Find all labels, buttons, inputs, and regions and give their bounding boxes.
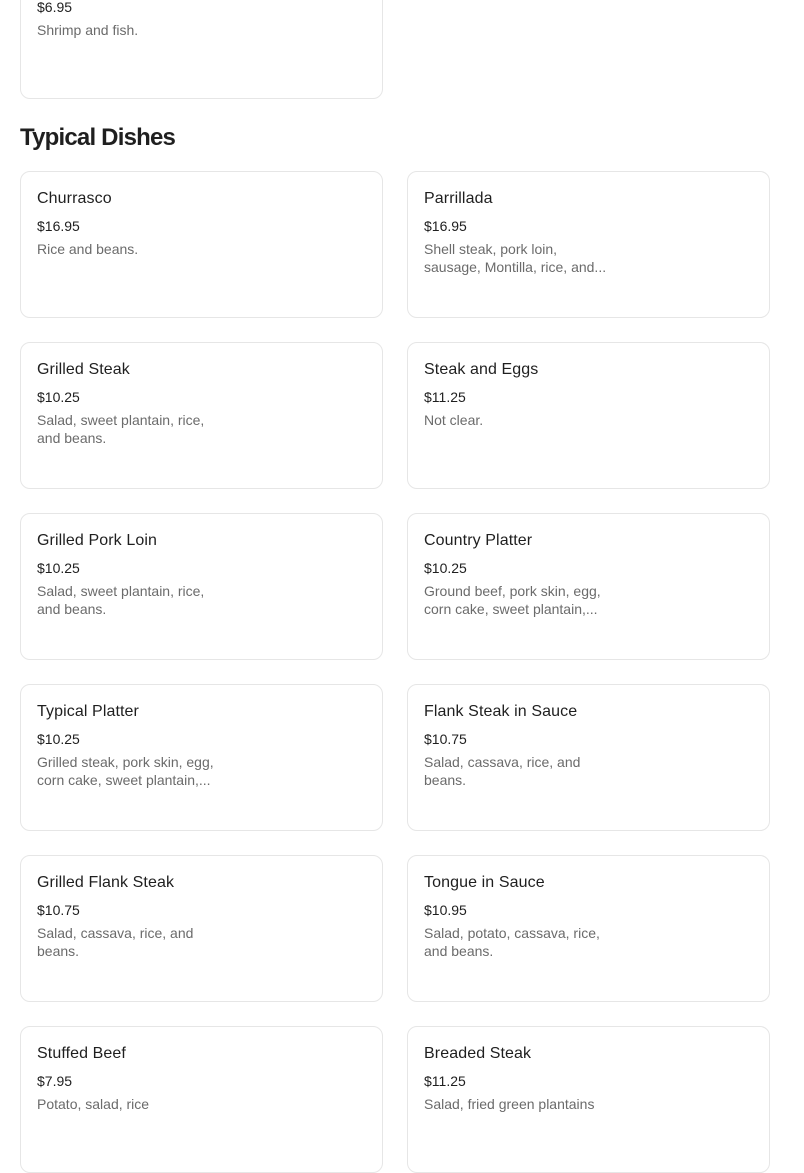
menu-item-description: Grilled steak, pork skin, egg, corn cake, sweet plantain,... — [37, 754, 214, 788]
menu-item-name: Flank Steak in Sauce — [424, 703, 578, 720]
menu-item-name: Churrasco — [37, 190, 112, 207]
menu-item-card[interactable] — [407, 1026, 770, 1173]
menu-item-description: Salad, sweet plantain, rice, and beans. — [37, 583, 205, 617]
menu-item-price: $11.25 — [424, 389, 466, 405]
menu-item-name: Parrillada — [424, 190, 493, 207]
menu-item-name: Tongue in Sauce — [424, 874, 545, 891]
menu-item-description: Shrimp and fish. — [37, 22, 139, 38]
menu-item-description: Rice and beans. — [37, 241, 139, 257]
menu-item-name: Breaded Steak — [424, 1045, 532, 1062]
menu-item-card[interactable] — [20, 171, 383, 318]
menu-item-name: Grilled Pork Loin — [37, 532, 157, 549]
menu-item-price: $16.95 — [424, 218, 467, 234]
menu-item-description: Salad, sweet plantain, rice, and beans. — [37, 412, 205, 446]
menu-item-card[interactable] — [20, 855, 383, 1002]
menu-item-card[interactable] — [407, 171, 770, 318]
menu-item-price: $10.75 — [37, 902, 80, 918]
menu-item-name: Typical Platter — [37, 703, 139, 720]
menu-item-description: Shell steak, pork loin, sausage, Montilla, rice, and... — [424, 241, 607, 275]
menu-item-name: Stuffed Beef — [37, 1045, 126, 1062]
menu-item-price: $7.95 — [37, 1073, 73, 1089]
menu-item-description: Salad, fried green plantains — [424, 1096, 595, 1112]
menu-item-price: $10.25 — [37, 560, 80, 576]
menu-item-name: Steak and Eggs — [424, 361, 539, 378]
menu-item-price: $10.25 — [37, 731, 80, 747]
menu-item-card[interactable] — [20, 0, 383, 99]
menu-item-name: Grilled Flank Steak — [37, 874, 175, 891]
menu-item-card[interactable] — [20, 684, 383, 831]
menu-item-description: Potato, salad, rice — [37, 1096, 150, 1112]
menu-item-name: Country Platter — [424, 532, 533, 549]
menu-item-description: Not clear. — [424, 412, 484, 428]
menu-item-price: $10.75 — [424, 731, 467, 747]
menu-item-description: Salad, cassava, rice, and beans. — [37, 925, 194, 959]
menu-item-price: $10.25 — [424, 560, 467, 576]
menu-item-card[interactable] — [407, 684, 770, 831]
menu-item-card[interactable] — [20, 342, 383, 489]
menu-item-card[interactable] — [407, 342, 770, 489]
menu-item-card[interactable] — [407, 513, 770, 660]
menu-item-description: Salad, potato, cassava, rice, and beans. — [424, 925, 600, 959]
menu-item-price: $6.95 — [37, 0, 73, 15]
menu-item-price: $10.95 — [424, 902, 467, 918]
menu-item-card[interactable] — [20, 1026, 383, 1173]
section-title: Typical Dishes — [20, 124, 176, 151]
menu-item-card[interactable] — [407, 855, 770, 1002]
menu-item-name: Grilled Steak — [37, 361, 130, 378]
menu-item-price: $16.95 — [37, 218, 80, 234]
menu-item-price: $10.25 — [37, 389, 80, 405]
menu-item-price: $11.25 — [424, 1073, 466, 1089]
menu-item-description: Ground beef, pork skin, egg, corn cake, sweet plantain,... — [424, 583, 601, 617]
menu-item-description: Salad, cassava, rice, and beans. — [424, 754, 581, 788]
menu-item-card[interactable] — [20, 513, 383, 660]
